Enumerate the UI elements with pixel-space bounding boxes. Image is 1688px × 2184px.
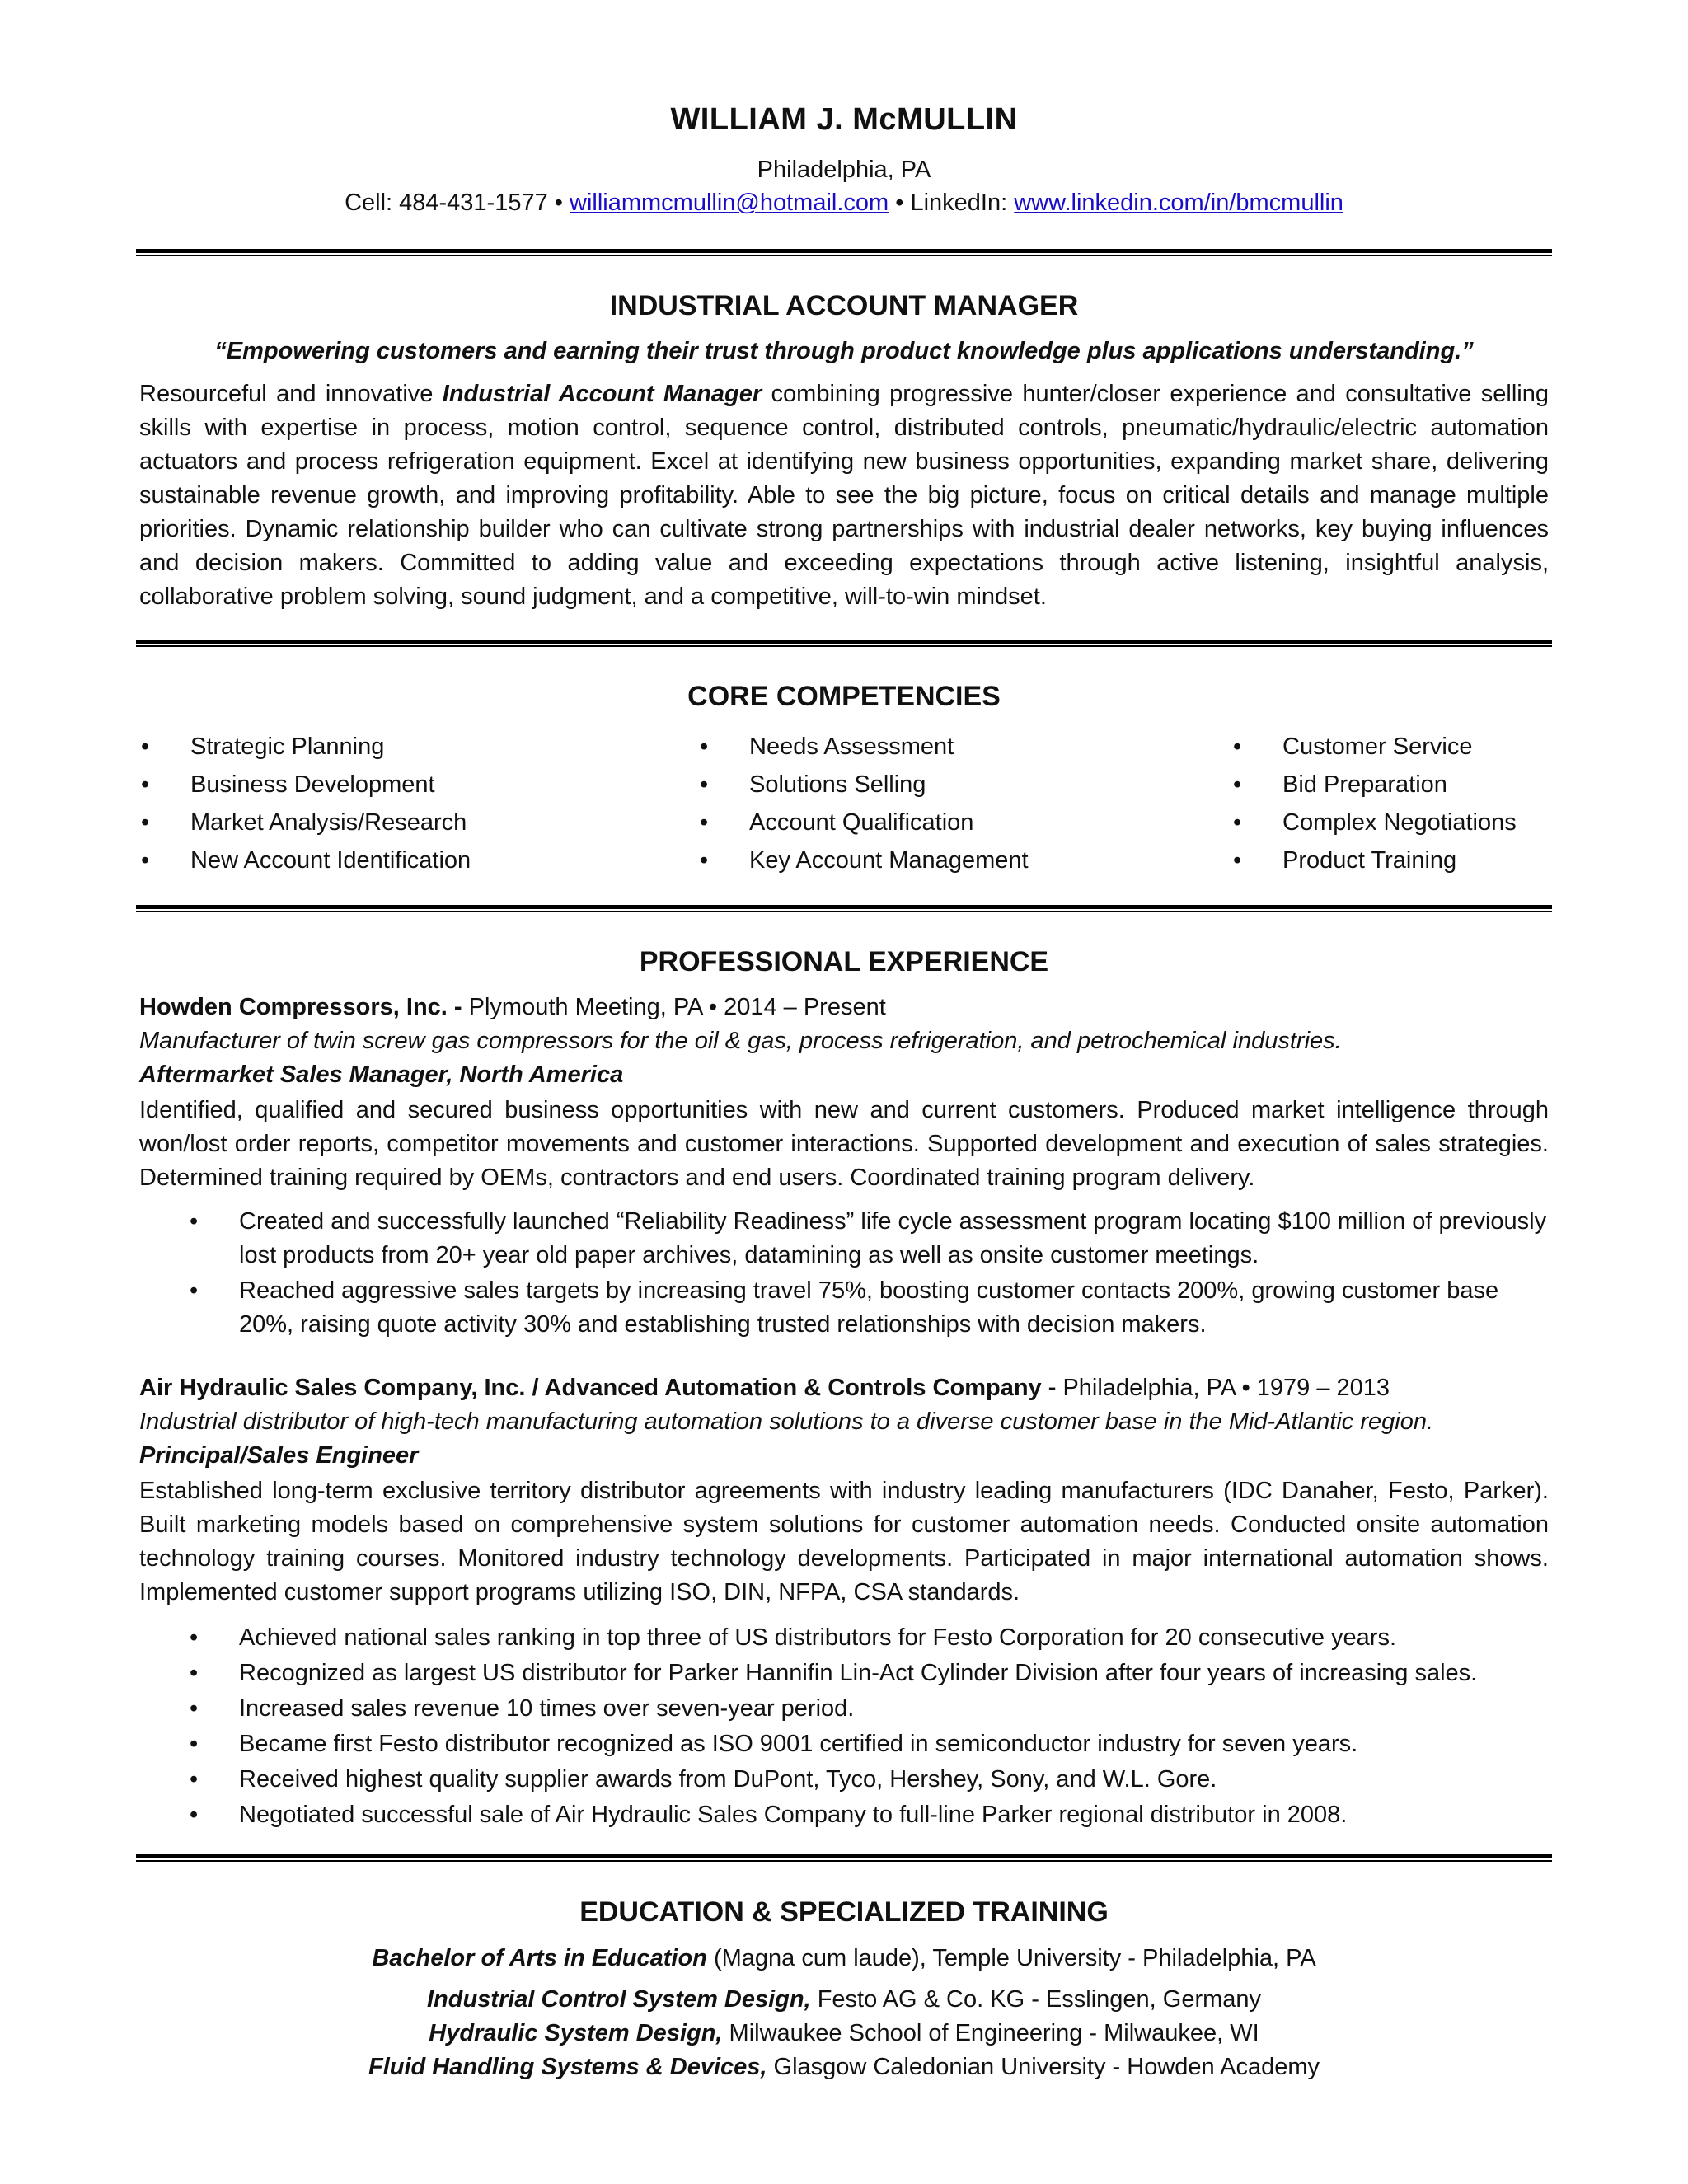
bullet-icon: • [700, 733, 709, 760]
bullet-icon: • [190, 1660, 199, 1686]
achievement-item: • Reached aggressive sales targets by increasing travel 75%, boosting customer contacts 200%, growing customer base 20%, raising quote activity 30% and establishing trusted relationships with decision makers. [190, 1274, 1550, 1342]
competency-item: • New Account Identification [141, 847, 471, 874]
job2-achievements [190, 1620, 1550, 1833]
job1-role: Aftermarket Sales Manager, North America [139, 1062, 624, 1088]
bullet-icon: • [190, 1766, 199, 1793]
linkedin-label: • LinkedIn: [895, 190, 1008, 216]
summary-tagline: “Empowering customers and earning their trust through product knowledge plus applications understanding.” [214, 338, 1474, 364]
bullet-icon: • [141, 809, 150, 836]
job2-description: Industrial distributor of high-tech manufacturing automation solutions to a diverse customer base in the Mid-Atlantic region. [139, 1408, 1434, 1435]
bullet-icon: • [190, 1208, 199, 1235]
job2-meta: Philadelphia, PA • 1979 – 2013 [1062, 1375, 1390, 1401]
bullet-icon: • [1233, 733, 1242, 760]
candidate-location: Philadelphia, PA [757, 157, 931, 183]
bullet-icon: • [190, 1277, 199, 1304]
bullet-icon: • [190, 1695, 199, 1722]
achievement-item: • Became first Festo distributor recognized as ISO 9001 certified in semiconductor industry for seven years. [190, 1727, 1550, 1762]
email-link[interactable]: williammcmullin@hotmail.com [570, 190, 889, 216]
competency-item: • Bid Preparation [1233, 771, 1447, 798]
linkedin-link[interactable]: www.linkedin.com/in/bmcmullin [1014, 190, 1343, 216]
job2-header [139, 1375, 1390, 1402]
bullet-icon: • [190, 1802, 199, 1828]
summary-intro: Resourceful and innovative [139, 381, 434, 407]
competencies-column-3 [1231, 732, 1517, 883]
job2-role: Principal/Sales Engineer [139, 1442, 419, 1469]
bullet-icon: • [700, 847, 709, 874]
job1-description: Manufacturer of twin screw gas compressors for the oil & gas, process refrigeration, and petrochemical industries. [139, 1028, 1342, 1054]
bullet-icon: • [1233, 847, 1242, 874]
summary-paragraph [139, 377, 1549, 614]
competencies-column-1 [139, 732, 471, 883]
bullet-icon: • [141, 771, 150, 798]
job1-header [139, 994, 886, 1021]
summary-body: combining progressive hunter/closer experience and consultative selling skills with expertise in process, motion control, sequence control, distributed controls, pneumatic/hydraulic/electric automation actuators and process refrigeration equipment. Excel at identifying new business opportunities, expanding market share, delivering sustainable revenue growth, and improving profitability. Able to see the big picture, focus on critical details and manage multiple priorities. Dynamic relationship builder who can cultivate strong partnerships with industrial dealer networks, key buying influences and decision makers. Committed to adding value and exceeding expectations through active listening, insightful analysis, collaborative problem solving, sound judgment, and a competitive, will-to-win mindset. [139, 381, 1550, 610]
bullet-icon: • [190, 1731, 199, 1757]
summary-title: INDUSTRIAL ACCOUNT MANAGER [609, 290, 1079, 321]
bullet-icon: • [1233, 771, 1242, 798]
job2-summary: Established long-term exclusive territory distributor agreements with industry leading manufacturers (IDC Danaher, Festo, Parker). Built marketing models based on comprehensive system solutions for customer automation needs. Conducted onsite automation technology training courses. Monitored industry technology developments. Participated in major international automation shows. Implemented customer support programs utilizing ISO, DIN, NFPA, CSA standards. [139, 1478, 1549, 1605]
job1-achievements [190, 1205, 1550, 1342]
achievement-item: • Negotiated successful sale of Air Hydraulic Sales Company to full-line Parker regional distributor in 2008. [190, 1797, 1550, 1833]
achievement-item: • Received highest quality supplier awards from DuPont, Tyco, Hershey, Sony, and W.L. Gore. [190, 1762, 1550, 1797]
bullet-icon: • [141, 733, 150, 760]
job1-company: Howden Compressors, Inc. - [139, 994, 462, 1020]
bullet-icon: • [141, 847, 150, 874]
bullet-icon: • [700, 809, 709, 836]
competency-item: • Strategic Planning [141, 733, 385, 760]
experience-title: PROFESSIONAL EXPERIENCE [639, 946, 1049, 977]
education-item: Bachelor of Arts in Education (Magna cum laude), Temple University - Philadelphia, PA [372, 1945, 1316, 1971]
achievement-item: • Achieved national sales ranking in top three of US distributors for Festo Corporation for 20 consecutive years. [190, 1620, 1550, 1656]
education-title: EDUCATION & SPECIALIZED TRAINING [579, 1896, 1109, 1928]
section-divider [136, 249, 1552, 257]
competency-item: • Solutions Selling [700, 771, 926, 798]
contact-line [0, 190, 1688, 217]
competencies-title: CORE COMPETENCIES [687, 681, 1001, 712]
competency-item: • Business Development [141, 771, 435, 798]
competency-item: • Customer Service [1233, 733, 1473, 760]
education-item: Industrial Control System Design, Festo AG & Co. KG - Esslingen, Germany [426, 1986, 1262, 2013]
candidate-name: WILLIAM J. McMULLIN [670, 102, 1018, 137]
summary-keyword: Industrial Account Manager [442, 381, 762, 407]
education-item: Fluid Handling Systems & Devices, Glasgow Caledonian University - Howden Academy [368, 2054, 1320, 2080]
section-divider [136, 905, 1552, 913]
competency-item: • Complex Negotiations [1233, 809, 1517, 836]
job1-summary: Identified, qualified and secured business opportunities with new and current customers. Produced market intelligence through won/lost order reports, competitor movements and customer interactions. Supported development and execution of sales strategies. Determined training required by OEMs, contractors and end users. Coordinated training program delivery. [139, 1097, 1549, 1191]
achievement-item: • Increased sales revenue 10 times over seven-year period. [190, 1691, 1550, 1727]
achievement-item: • Created and successfully launched “Reliability Readiness” life cycle assessment program locating $100 million of previously lost products from 20+ year old paper archives, datamining as well as onsite customer meetings. [190, 1205, 1550, 1272]
achievement-item: • Recognized as largest US distributor for Parker Hannifin Lin-Act Cylinder Division after four years of increasing sales. [190, 1656, 1550, 1691]
competency-item: • Product Training [1233, 847, 1457, 874]
bullet-icon: • [190, 1624, 199, 1651]
section-divider [136, 640, 1552, 648]
competency-item: • Key Account Management [700, 847, 1029, 874]
bullet-icon: • [1233, 809, 1242, 836]
competency-item: • Needs Assessment [700, 733, 954, 760]
competency-item: • Account Qualification [700, 809, 974, 836]
cell-phone: Cell: 484-431-1577 • [345, 190, 563, 216]
section-divider [136, 1854, 1552, 1863]
job1-meta: Plymouth Meeting, PA • 2014 – Present [468, 994, 886, 1020]
competency-item: • Market Analysis/Research [141, 809, 467, 836]
job2-company: Air Hydraulic Sales Company, Inc. / Advanced Automation & Controls Company - [139, 1375, 1057, 1401]
education-item: Hydraulic System Design, Milwaukee School of Engineering - Milwaukee, WI [429, 2020, 1259, 2046]
competencies-column-2 [698, 732, 1029, 883]
bullet-icon: • [700, 771, 709, 798]
